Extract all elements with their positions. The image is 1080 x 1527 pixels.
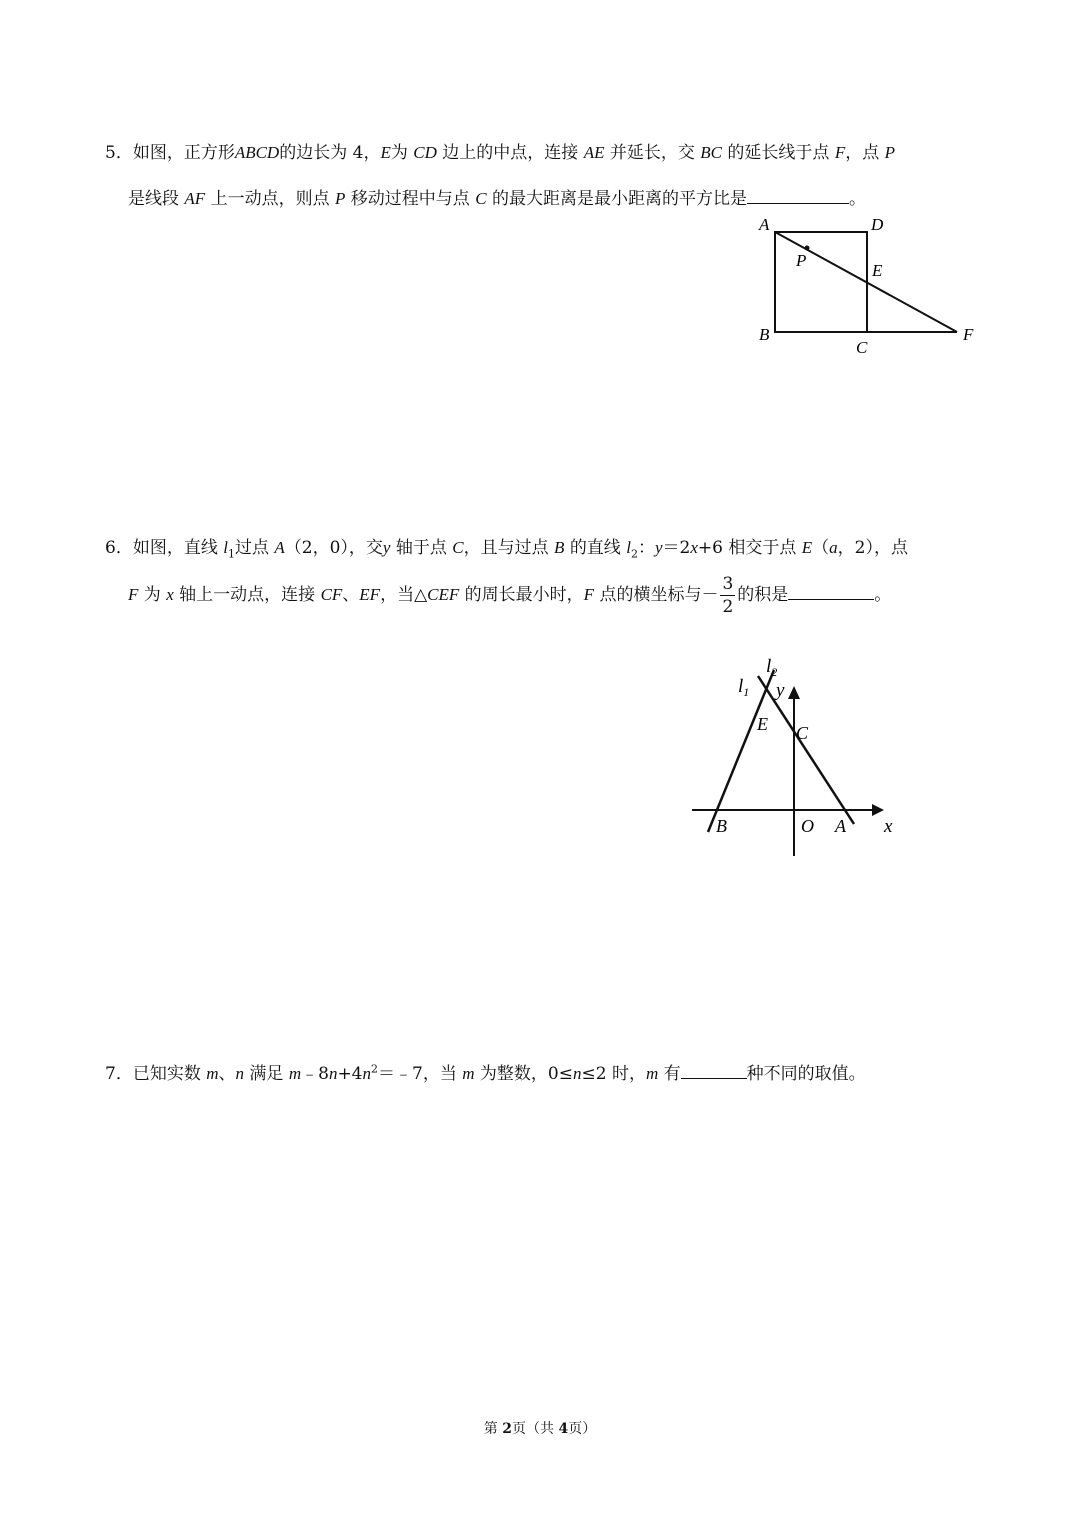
q7-number: 7． [105,1064,133,1084]
page-number: 2 [502,1421,512,1437]
q6-text: ，当△ [380,585,428,605]
q5-var: P [335,189,346,208]
q7-text: 已知实数 [132,1064,201,1084]
q7-text: 满足 [249,1064,284,1084]
label-a: A [835,816,846,836]
q6-var: x [166,585,174,604]
footer-text: 页（共 [512,1421,559,1437]
q5-var: ABCD [234,143,280,162]
label-x: x [884,816,893,837]
y-axis-arrow [788,686,800,699]
label-a: A [759,215,770,234]
fraction-denominator: 2 [722,597,734,617]
q6-var: x [690,538,698,557]
q5-text: 为 [390,143,408,163]
footer-text: 页） [568,1421,597,1437]
q7-text: 、 [218,1064,236,1084]
q6-var: y [382,538,391,557]
q5-text: 的最大距离是最小距离的平方比是 [491,189,747,209]
q5-text: ，点 [845,143,880,163]
q5-line-2 [128,184,866,209]
q5-number: 5． [105,143,133,163]
q6-text: （2，0），交 [284,538,383,558]
q7-text: ﹣8 [301,1064,329,1084]
q6-text: 的周长最小时， [464,585,584,605]
q7-var: n [572,1064,582,1083]
q6-text: ： [637,538,655,558]
q7-line-1 [105,1059,866,1084]
label-d: D [871,215,884,234]
q6-text: +6 相交于点 [697,538,797,558]
q5-text: 的延长线于点 [727,143,830,163]
q7-var: n [235,1064,245,1083]
page-footer [0,1418,1080,1438]
q6-var: C [452,538,464,557]
label-b: B [716,816,727,836]
q5-text: 上一动点，则点 [210,189,330,209]
q7-var: n [328,1064,338,1083]
label-p: P [796,251,807,270]
q7-sup: 2 [371,1062,378,1076]
q7-var: m [206,1064,219,1083]
q5-var: F [834,143,846,162]
line-l2 [758,676,854,824]
page-total: 4 [558,1421,569,1437]
q6-var: CEF [427,585,460,604]
label-f: F [963,325,974,344]
label-e: E [757,714,768,734]
square-abcd [775,232,867,332]
q6-var: l [223,538,228,557]
q7-var: n [362,1064,371,1083]
q5-text: 并延长，交 [609,143,695,163]
q7-text: ＝﹣7，当 [378,1064,457,1084]
label-c: C [796,723,809,743]
q5-text: 是线段 [128,189,179,209]
q6-var: F [128,585,139,604]
q5-text: 。 [848,189,866,209]
q6-text: 为 [143,585,161,605]
q6-text: 。 [874,585,892,605]
q6-answer-blank[interactable] [788,581,874,600]
q7-var: m [645,1064,659,1083]
q7-answer-blank[interactable] [681,1060,747,1079]
label-l2: $l_2$ [766,656,778,679]
q5-text: 如图，正方形 [132,143,235,163]
q6-text: ，且与过点 [463,538,549,558]
q6-text: （ [812,538,830,558]
x-axis-arrow [872,804,884,816]
q6-var: CF [320,585,343,604]
q5-var: AE [583,143,605,162]
q6-var: B [554,538,565,557]
q6-text: 、 [342,585,360,605]
q5-line-1 [105,138,895,163]
q7-text: ≤2 时， [581,1064,646,1084]
label-o: O [801,816,814,836]
q7-text: 为整数，0≤ [479,1064,573,1084]
q5-text: 移动过程中与点 [350,189,470,209]
q6-line-2 [128,573,891,618]
q7-text: +4 [337,1064,363,1084]
label-b: B [759,325,770,344]
q7-var: m [462,1064,475,1083]
fraction-numerator: 3 [722,574,734,594]
q6-text: ＝2 [662,538,691,558]
q6-var: E [801,538,813,557]
fraction-3-2 [720,573,735,618]
q6-figure [688,652,903,862]
q6-var: A [274,538,285,557]
point-p [805,246,810,251]
q5-var: P [884,143,896,162]
q6-var: a [829,538,838,557]
q6-line-1 [105,533,908,560]
q5-figure [750,210,985,360]
q6-text: 的积是 [737,585,789,605]
q6-text: 轴于点 [395,538,447,558]
q6-number: 6． [105,538,133,558]
label-l1: $l_1$ [738,676,750,699]
q6-text: 轴上一动点，连接 [179,585,316,605]
q5-var: AF [184,189,206,208]
q7-text: 有 [663,1064,681,1084]
label-c: C [856,338,868,357]
q6-var: y [654,538,663,557]
q6-var: l [626,538,631,557]
q6-text: 点的横坐标与－ [599,585,719,605]
q5-answer-blank[interactable] [747,185,849,204]
q6-text: 如图，直线 [132,538,218,558]
footer-text: 第 [483,1421,503,1437]
q5-var: BC [700,143,723,162]
label-e: E [872,261,883,280]
q7-text: 种不同的取值。 [746,1064,866,1084]
q5-var: E [380,143,391,162]
q6-text: 的直线 [569,538,621,558]
q6-text: 过点 [234,538,269,558]
q6-sub: 1 [227,547,235,561]
q5-var: CD [413,143,437,162]
q6-sub: 2 [630,547,638,561]
q5-var: C [475,189,487,208]
q7-var: m [288,1064,302,1083]
q5-text: 的边长为 4， [279,143,381,163]
q6-var: F [583,585,595,604]
q6-var: EF [359,585,381,604]
q6-text: ，2），点 [837,538,908,558]
label-y: y [776,680,785,701]
q5-text: 边上的中点，连接 [442,143,579,163]
